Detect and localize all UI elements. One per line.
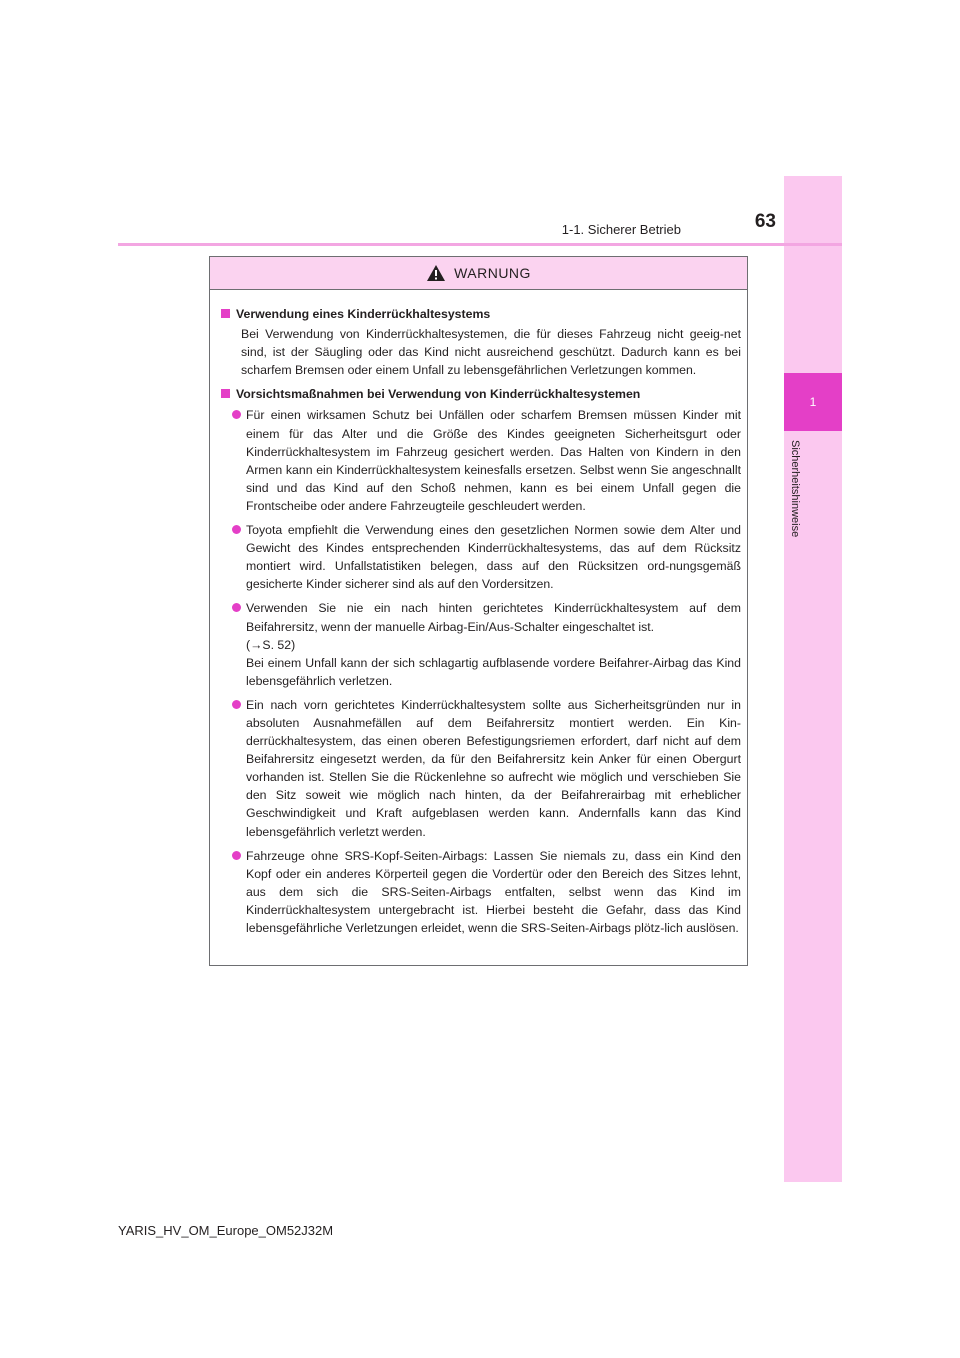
- circle-bullet-icon: [232, 603, 241, 612]
- warning-body: [210, 290, 747, 937]
- list-item-text: Bei einem Unfall kann der sich schlagartig aufblasende vordere Beifahrer-Airbag das Kind lebensgefährlich verletzen.: [246, 655, 741, 688]
- circle-bullet-icon: [232, 851, 241, 860]
- section-heading: [221, 305, 741, 323]
- section-heading: [221, 385, 741, 403]
- warning-header: [210, 257, 747, 290]
- square-bullet-icon: [221, 309, 230, 318]
- section-heading-text: Vorsichtsmaßnahmen bei Verwendung von Kinderrückhaltesystemen: [236, 387, 641, 402]
- chapter-label: Sicherheitshinweise: [789, 440, 801, 538]
- list-item: [232, 696, 741, 841]
- page-number: 63: [754, 211, 776, 232]
- circle-bullet-icon: [232, 700, 241, 709]
- circle-bullet-icon: [232, 525, 241, 534]
- list-item: [232, 406, 741, 515]
- header-rule: [118, 243, 842, 246]
- section-title: 1-1. Sicherer Betrieb: [561, 222, 681, 237]
- list-item: [232, 599, 741, 689]
- list-item-text: Ein nach vorn gerichtetes Kinderrückhaltesystem sollte aus Sicherheitsgründen nur in absoluten Ausnahmefällen auf dem Beifahrersitz montiert werden. Ein Kin-derrückhaltesystem, das einen oberen Befestigungsriemen erfordert, darf nicht auf dem Beifahrersitz eingesetzt werden, da für den Beifahrersitz kein Anker für einen Obergurt vorhanden ist. Stellen Sie die Rückenlehne so aufrecht wie möglich und verschieben Sie den Sitz soweit wie möglich nach hinten, da der Beifahrerairbag mit erheblicher Geschwindigkeit und Kraft aufgeblasen werden kann. Andernfalls kann das Kind lebensgefährlich verletzt werden.: [246, 697, 741, 839]
- list-item-text: Für einen wirksamen Schutz bei Unfällen oder scharfem Bremsen müssen Kinder mit einem für das Alter und die Größe des Kindes geeigneten Sicherheitsgurt oder Kinderrückhaltesystem im Fahrzeug gesichert werden. Das Halten von Kindern in den Armen kann ein Kinderrückhaltesystem keinesfalls ersetzen. Selbst wenn Sie angeschnallt sind und das Kind auf den Schoß nehmen, kann es bei einem Unfall gegen die Frontscheibe oder andere Fahrzeugteile geschleudert werden.: [246, 408, 741, 513]
- page-reference-link[interactable]: (→S. 52): [246, 637, 296, 652]
- list-item-content: [246, 599, 741, 689]
- section-heading-text: Verwendung eines Kinderrückhaltesystems: [236, 307, 491, 321]
- chapter-side-tab: [784, 176, 842, 1182]
- list-item-text: Verwenden Sie nie ein nach hinten gerichtetes Kinderrückhaltesystem auf dem Beifahrersitz, wenn der manuelle Airbag-Ein/Aus-Schalter eingeschaltet ist.: [246, 601, 741, 634]
- chapter-number: 1: [784, 373, 842, 431]
- warning-triangle-icon: [426, 264, 446, 282]
- document-id: YARIS_HV_OM_Europe_OM52J32M: [118, 1223, 334, 1238]
- list-item-text: Toyota empfiehlt die Verwendung eines den gesetzlichen Normen sowie dem Alter und Gewicht des Kindes entsprechenden Kinderrückhaltesystems, das auf dem Rücksitz montiert wird. Unfallstatistiken belegen, dass auf den Rücksitzen ord-nungsgemäß gesicherte Kinder sicherer sind als auf den Vordersitzen.: [246, 523, 741, 592]
- list-item: [232, 847, 741, 937]
- square-bullet-icon: [221, 389, 230, 398]
- warning-title: WARNUNG: [454, 265, 531, 281]
- list-item: [232, 521, 741, 593]
- warning-box: [209, 256, 748, 966]
- list-item-text: Fahrzeuge ohne SRS-Kopf-Seiten-Airbags: Lassen Sie niemals zu, dass ein Kind den Kopf oder ein anderes Körperteil gegen die Vordertür oder den Bereich des Sitzes lehnt, aus dem sich die SRS-Seiten-Airbags entfalten, selbst wenn das Kind im Kinderrückhaltesystem untergebracht ist. Hierbei besteht die Gefahr, dass das Kind lebensgefährliche Verletzungen erleidet, wenn die SRS-Seiten-Airbags plötz-lich auslösen.: [246, 848, 741, 935]
- section-paragraph: Bei Verwendung von Kinderrückhaltesystemen, die für dieses Fahrzeug nicht geeig-net sind, ist der Säugling oder das Kind nicht ausreichend geschützt. Dadurch kann es bei scharfem Bremsen oder einem Unfall zu lebensgefährlichen Verletzungen kommen.: [241, 327, 741, 378]
- circle-bullet-icon: [232, 410, 241, 419]
